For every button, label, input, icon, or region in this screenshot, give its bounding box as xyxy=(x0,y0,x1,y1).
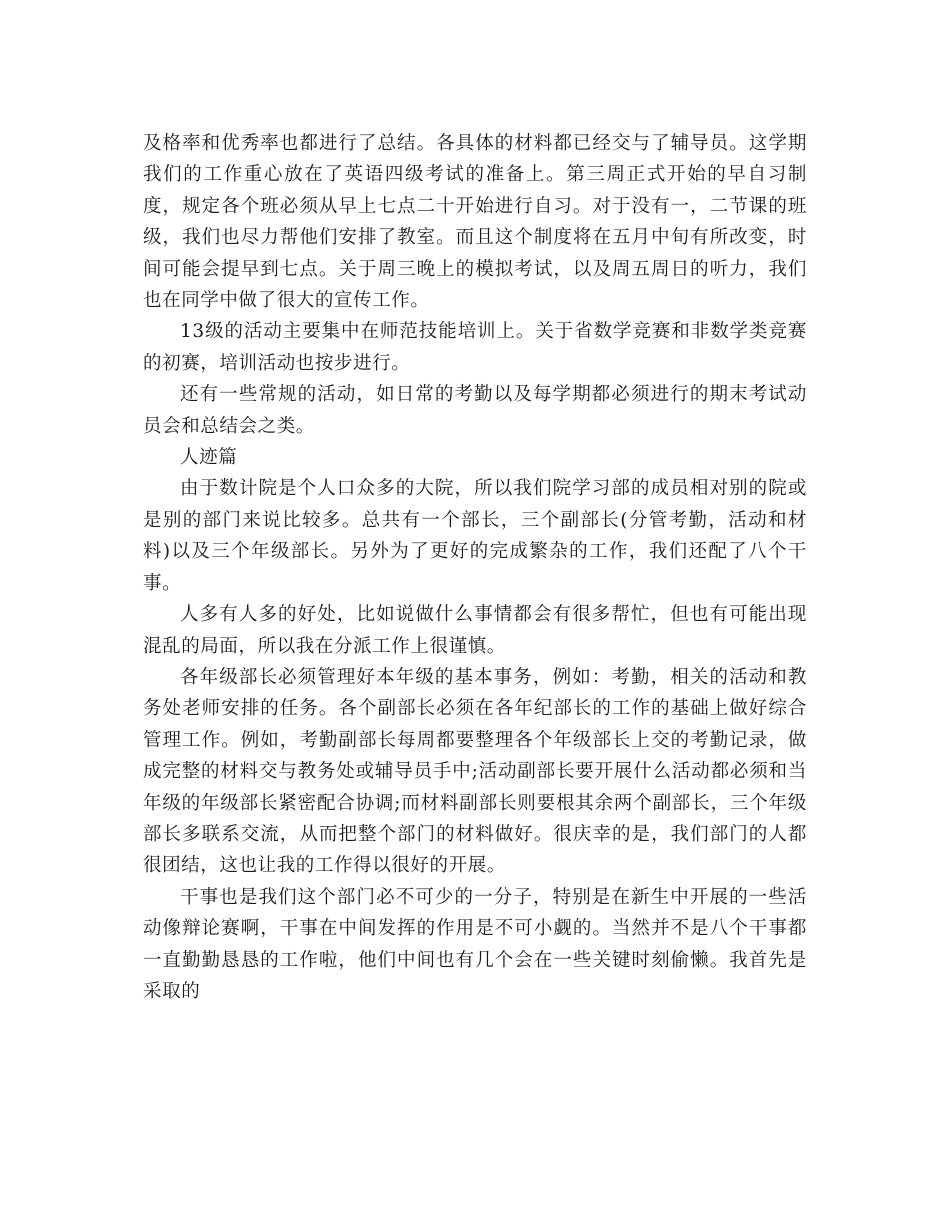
paragraph-8: 干事也是我们这个部门必不可少的一分子，特别是在新生中开展的一些活动像辩论赛啊，干事在中间发挥的作用是不可小觑的。当然并不是八个干事都一直勤勤恳恳的工作啦，他们中间也有几个会在一些关键时刻偷懒。我首先是采取的 xyxy=(143,886,807,1002)
paragraph-6: 人多有人多的好处，比如说做什么事情都会有很多帮忙，但也有可能出现混乱的局面，所以我在分派工作上很谨慎。 xyxy=(143,604,807,657)
document-page xyxy=(143,128,807,1007)
paragraph-3: 还有一些常规的活动，如日常的考勤以及每学期都必须进行的期末考试动员会和总结会之类。 xyxy=(143,384,807,437)
section-heading: 人迹篇 xyxy=(180,447,238,469)
paragraph-5: 由于数计院是个人口众多的大院，所以我们院学习部的成员相对别的院或是别的部门来说比较多。总共有一个部长，三个副部长(分管考勤，活动和材料)以及三个年级部长。另外为了更好的完成繁杂的工作，我们还配了八个干事。 xyxy=(143,478,807,594)
paragraph-1: 及格率和优秀率也都进行了总结。各具体的材料都已经交与了辅导员。这学期我们的工作重心放在了英语四级考试的准备上。第三周正式开始的早自习制度，规定各个班必须从早上七点二十开始进行自习。对于没有一，二节课的班级，我们也尽力帮他们安排了教室。而且这个制度将在五月中旬有所改变，时间可能会提早到七点。关于周三晚上的模拟考试，以及周五周日的听力，我们也在同学中做了很大的宣传工作。 xyxy=(143,133,807,312)
paragraph-7: 各年级部长必须管理好本年级的基本事务，例如：考勤，相关的活动和教务处老师安排的任务。各个副部长必须在各年纪部长的工作的基础上做好综合管理工作。例如，考勤副部长每周都要整理各个年级部长上交的考勤记录，做成完整的材料交与教务处或辅导员手中;活动副部长要开展什么活动都必须和当年级的年级部长紧密配合协调;而材料副部长则要根其余两个副部长，三个年级部长多联系交流，从而把整个部门的材料做好。很庆幸的是，我们部门的人都很团结，这也让我的工作得以很好的开展。 xyxy=(143,666,807,877)
paragraph-2: 13级的活动主要集中在师范技能培训上。关于省数学竞赛和非数学类竞赛的初赛，培训活动也按步进行。 xyxy=(143,321,807,374)
